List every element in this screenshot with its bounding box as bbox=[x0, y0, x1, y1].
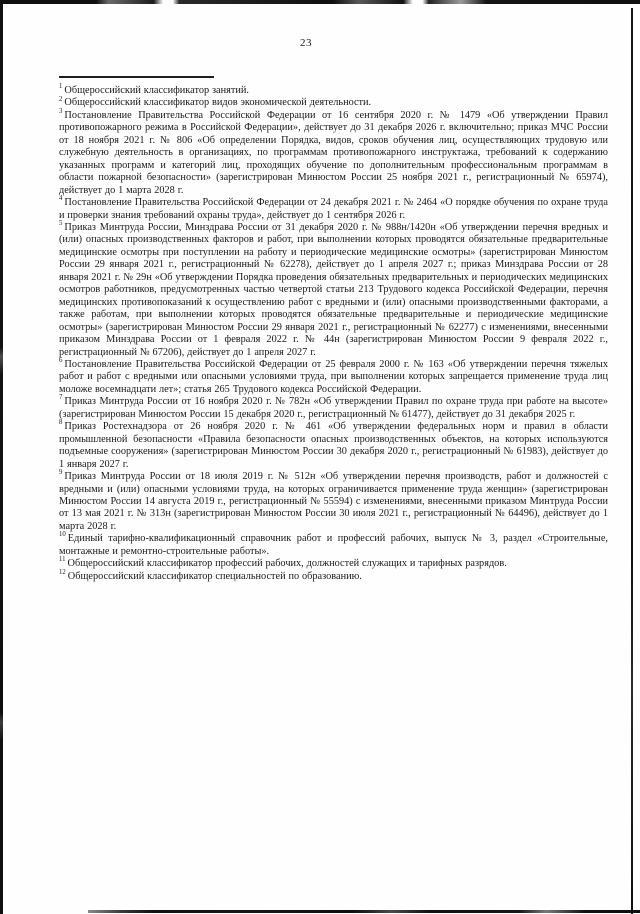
footnote-text: Общероссийский классификатор занятий. bbox=[64, 85, 249, 96]
footnote-text: Постановление Правительства Российской Федерации от 24 декабря 2021 г. № 2464 «О порядке обучения по охране труда и проверки знания требований охраны труда», действует до 1 сентября 2026 г. bbox=[59, 197, 608, 221]
footnote-item bbox=[59, 222, 608, 359]
footnote-item bbox=[59, 97, 608, 109]
footnote-item bbox=[59, 359, 608, 396]
footnotes-area bbox=[59, 76, 608, 583]
footnote-marker: 3 bbox=[59, 107, 63, 115]
footnote-marker: 9 bbox=[59, 469, 63, 477]
page-number: 23 bbox=[300, 37, 312, 49]
footnote-item bbox=[59, 421, 608, 471]
footnote-item bbox=[59, 558, 608, 570]
footnote-text: Общероссийский классификатор видов экономической деятельности. bbox=[64, 97, 372, 109]
footnote-marker: 5 bbox=[59, 220, 63, 228]
footnote-marker: 12 bbox=[59, 568, 66, 576]
footnote-text: Приказ Минтруда России, Минздрава России от 31 декабря 2020 г. № 988н/1420н «Об утверждении перечня вредных и (или) опасных производственных факторов и работ, при выполнении которых проводятся обязательные предварительные медицинские осмотры при поступлении на работу и периодические медицинские осмотры» (зарегистрирован Минюстом России 29 января 2021 г., регистрационный № 62278), действует до 1 апреля 2027 г.; приказ Минздрава России от 28 января 2021 г. № 29н «Об утверждении Порядка проведения обязательных предварительных и периодических медицинских осмотров работников, предусмотренных частью четвертой статьи 213 Трудового кодекса Российской Федерации, перечня медицинских противопоказаний к осуществлению работ с вредными и (или) опасными производственными факторами, а также работам, при выполнении которых проводятся обязательные предварительные и периодические медицинские осмотры» (зарегистрирован Минюстом России 29 января 2021 г., регистрационный № 62277) с изменениями, внесенными приказом Минздрава России от 1 февраля 2022 г. № 44н (зарегистрирован Минюстом России 9 февраля 2022 г., регистрационный № 67206), действует до 1 апреля 2027 г. bbox=[59, 221, 608, 358]
footnote-text: Общероссийский классификатор специальностей по образованию. bbox=[67, 570, 362, 582]
footnote-text: Приказ Минтруда России от 18 июля 2019 г. № 512н «Об утверждении перечня производств, работ и должностей с вредными и (или) опасными условиями труда, на которых ограничивается применение труда женщин» (зарегистрирован Минюстом России 14 августа 2019 г., регистрационный № 55594) с изменениями, внесенными приказом Минтруда России от 13 мая 2021 г. № 313н (зарегистрирован Минюстом России 30 июля 2021 г., регистрационный № 64496), действует до 1 марта 2028 г. bbox=[59, 471, 608, 532]
footnote-text: Приказ Минтруда России от 16 ноября 2020 г. № 782н «Об утверждении Правил по охране труда при работе на высоте» (зарегистрирован Минюстом России 15 декабря 2020 г., регистрационный № 61477), действует до 31 декабря 2025 г. bbox=[59, 396, 608, 420]
footnote-separator bbox=[59, 76, 214, 78]
footnote-item bbox=[59, 85, 608, 97]
scan-edge-top bbox=[0, 0, 640, 4]
footnote-marker: 7 bbox=[59, 394, 63, 402]
footnote-marker: 6 bbox=[59, 357, 63, 365]
footnotes-list bbox=[59, 85, 608, 583]
footnote-text: Общероссийский классификатор профессий рабочих, должностей служащих и тарифных разрядов. bbox=[67, 558, 507, 570]
footnote-item bbox=[59, 197, 608, 222]
footnote-item bbox=[59, 568, 608, 583]
footnote-text: Постановление Правительства Российской Федерации от 25 февраля 2000 г. № 163 «Об утверждении перечня тяжелых работ и работ с вредными или опасными условиями труда, при выполнении которых запрещается применение труда лиц моложе восемнадцати лет»; статья 265 Трудового кодекса Российской Федерации. bbox=[59, 358, 608, 395]
footnote-item bbox=[59, 471, 608, 533]
footnote-marker: 4 bbox=[59, 195, 63, 203]
footnote-marker: 11 bbox=[59, 556, 66, 564]
footnote-text: Единый тарифно-квалификационный справочник работ и профессий рабочих, выпуск № 3, раздел «Строительные, монтажные и ремонтно-строительные работы». bbox=[59, 533, 608, 557]
footnote-marker: 8 bbox=[59, 419, 63, 427]
scan-edge-right bbox=[631, 8, 633, 914]
scan-edge-bottom bbox=[88, 910, 640, 913]
footnote-item bbox=[59, 396, 608, 421]
footnote-text: Приказ Ростехнадзора от 26 ноября 2020 г. № 461 «Об утверждении федеральных норм и правил в области промышленной безопасности «Правила безопасности опасных производственных объектов, на которых используются подъемные сооружения» (зарегистрирован Минюстом России 30 декабря 2020 г., регистрационный № 61983), действует до 1 января 2027 г. bbox=[59, 421, 608, 470]
footnote-marker: 10 bbox=[59, 531, 66, 539]
footnote-marker: 2 bbox=[59, 95, 63, 103]
footnote-item bbox=[59, 107, 608, 197]
footnote-item bbox=[59, 533, 608, 558]
footnote-marker: 1 bbox=[59, 83, 63, 91]
footnote-text: Постановление Правительства Российской Федерации от 16 сентября 2020 г. № 1479 «Об утверждении Правил противопожарного режима в Российской Федерации», действует до 31 декабря 2026 г. включительно; приказ МЧС России от 18 ноября 2021 г. № 806 «Об определении Порядка, видов, сроков обучения лиц, осуществляющих трудовую или служебную деятельность в организациях, по программам противопожарного инструктажа, требований к содержанию указанных программ и категорий лиц, проходящих обучение по дополнительным профессиональным программам в области пожарной безопасности» (зарегистрирован Минюстом России 25 ноября 2021 г., регистрационный № 65974), действует до 1 марта 2028 г. bbox=[59, 109, 608, 196]
scan-edge-left bbox=[0, 0, 3, 914]
